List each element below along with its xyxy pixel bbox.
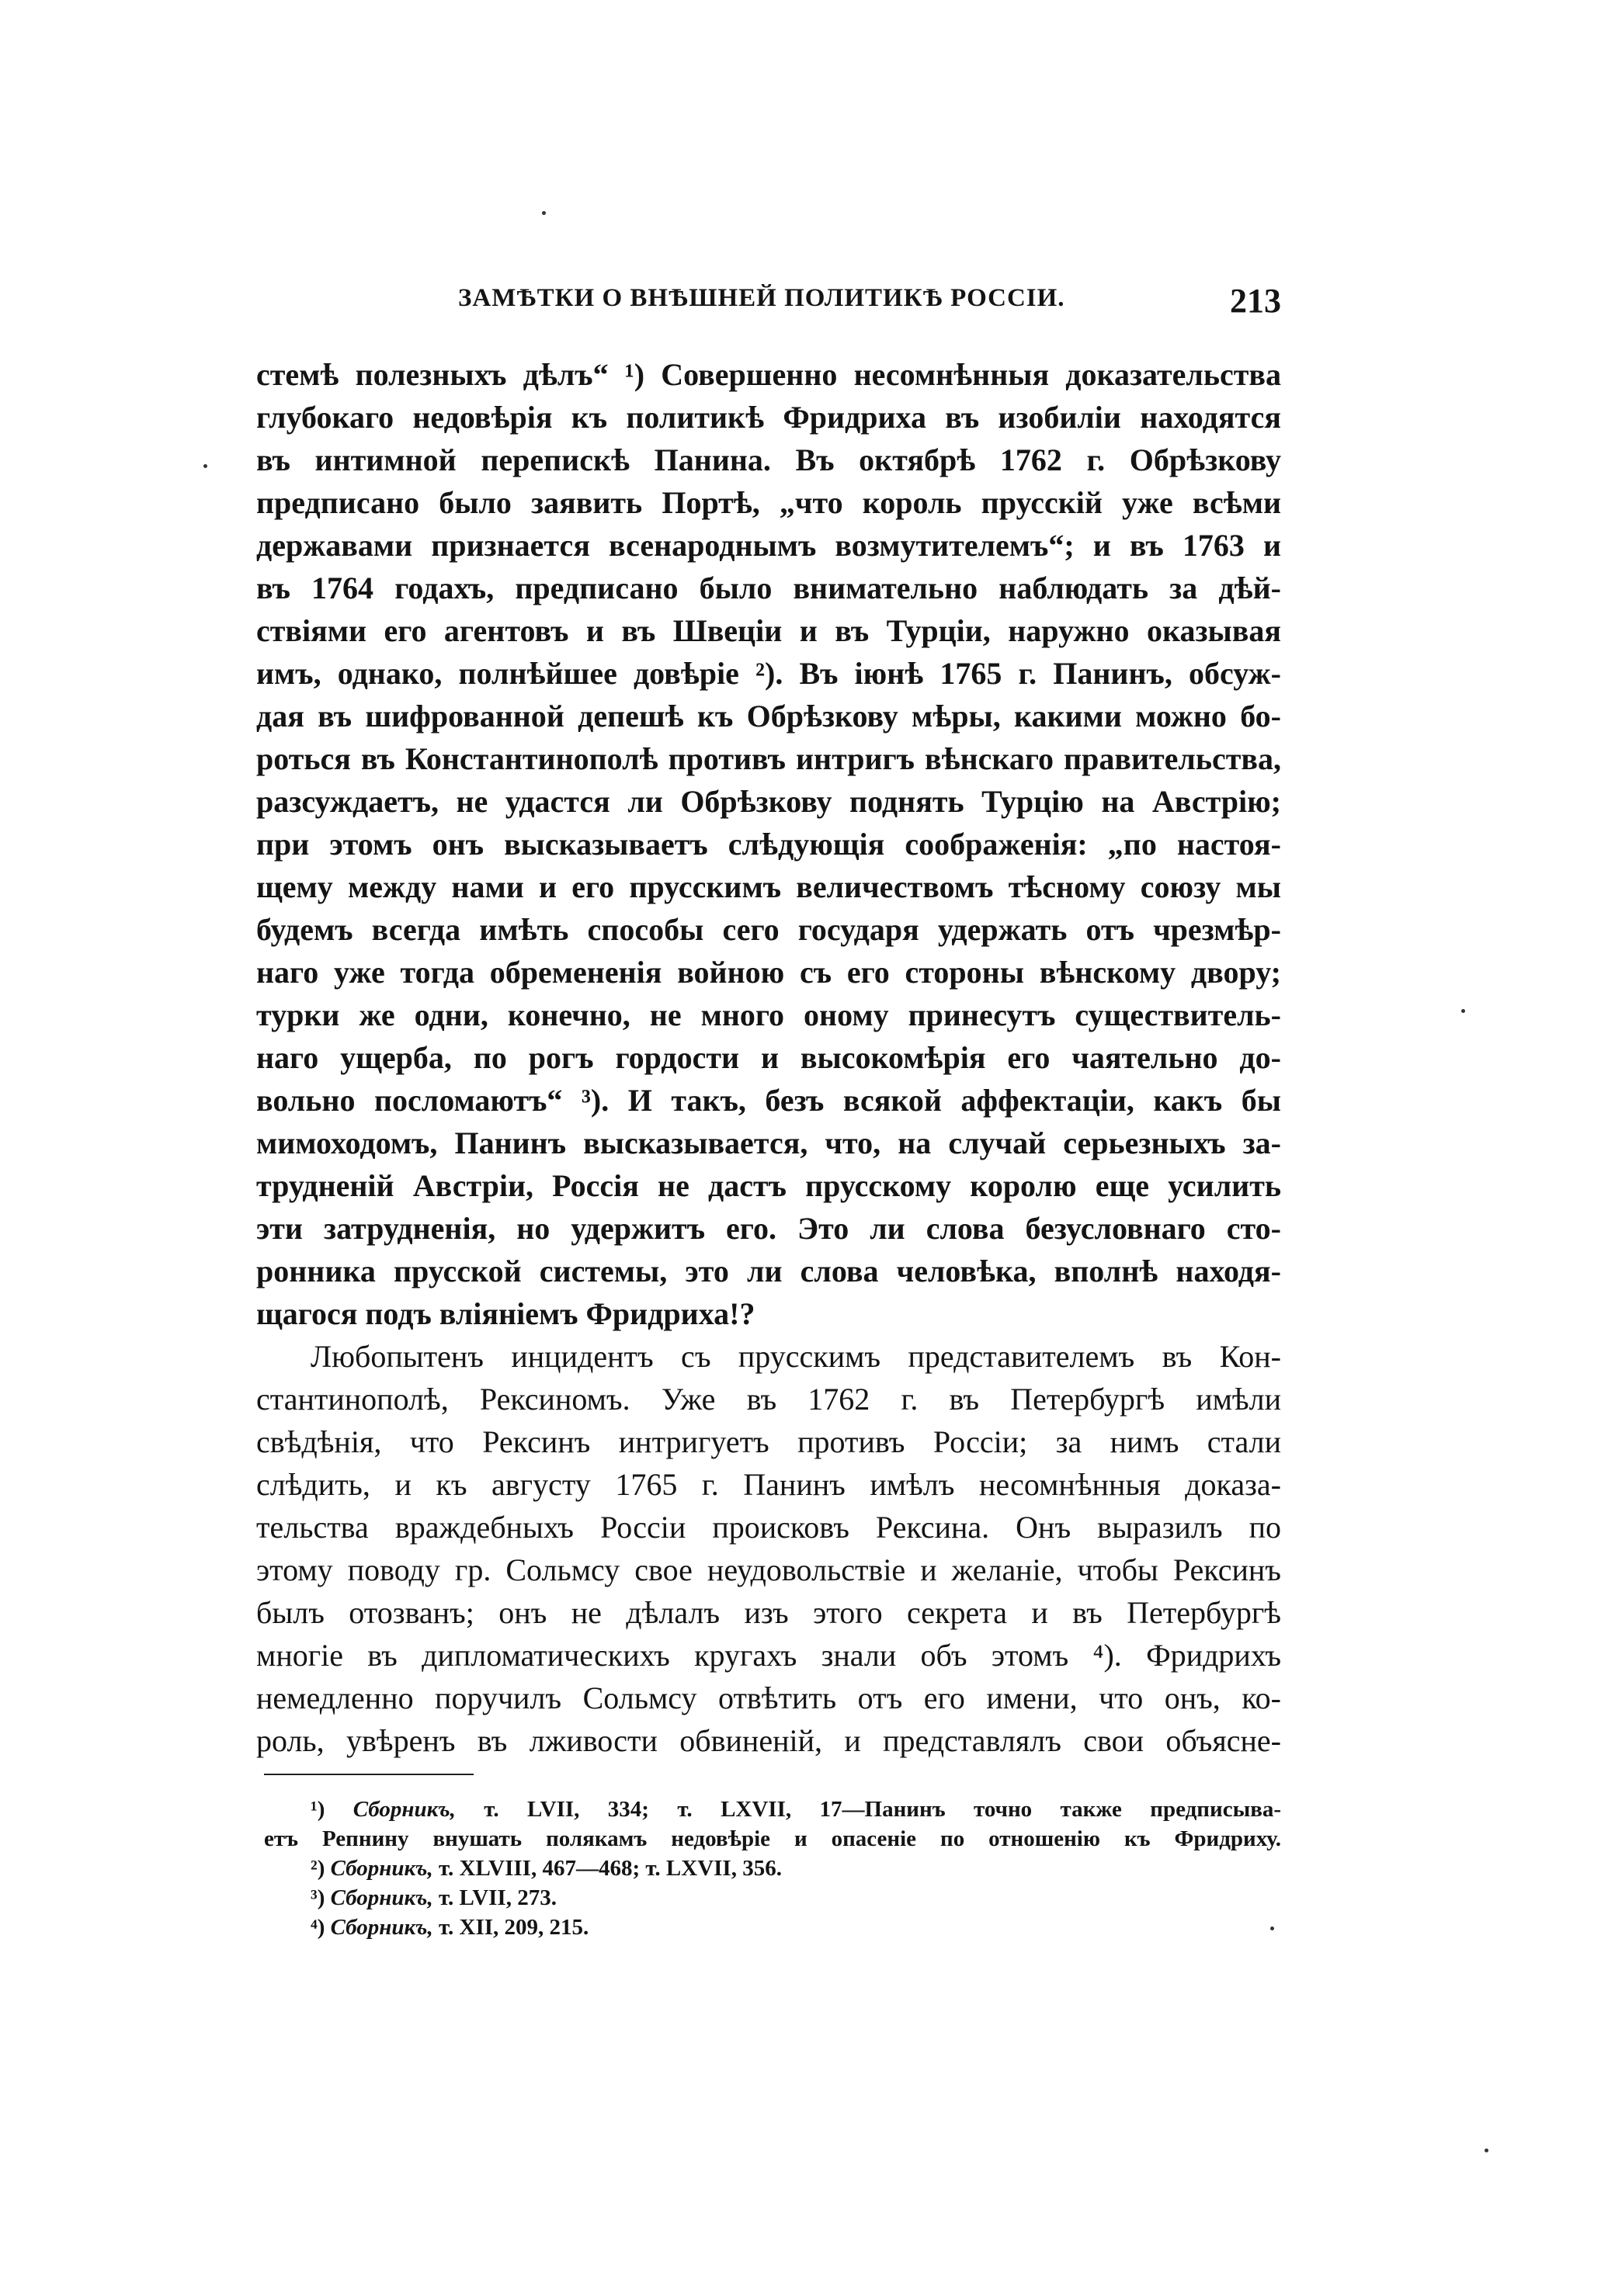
text-line: державами признается всенароднымъ возмутителемъ“; и въ 1763 и <box>256 528 1281 563</box>
text-line: мимоходомъ, Панинъ высказывается, что, на случай серьезныхъ за- <box>256 1125 1281 1160</box>
footnote-source: Сборникъ, <box>353 1797 456 1822</box>
footnote-2 <box>311 1854 1281 1883</box>
footnote-4 <box>311 1913 1281 1942</box>
footnote-marker: ³) <box>311 1885 325 1910</box>
text-line: эти затрудненія, но удержитъ его. Это ли слова безусловнаго сто- <box>256 1211 1281 1246</box>
print-speck <box>203 464 207 468</box>
text-line: предписано было заявить Портѣ, „что король прусскій уже всѣми <box>256 485 1281 520</box>
footnote-1 <box>311 1795 1281 1824</box>
text-line: этому поводу гр. Сольмсу свое неудовольствіе и желаніе, чтобы Рексинъ <box>256 1552 1281 1587</box>
running-title: ЗАМѢТКИ О ВНѢШНЕЙ ПОЛИТИКѢ РОССІИ. <box>458 284 1065 312</box>
footnote-text: етъ Репнину внушать полякамъ недовѣріе и опасеніе по отношенію къ Фридриху. <box>264 1826 1281 1851</box>
text-line: свѣдѣнія, что Рексинъ интригуетъ противъ Россіи; за нимъ стали <box>256 1424 1281 1459</box>
footnote-text: т. XLVIII, 467—468; т. LXVII, 356. <box>438 1856 782 1881</box>
body-text <box>256 353 1281 1762</box>
text-line: слѣдить, и къ августу 1765 г. Панинъ имѣлъ несомнѣнныя доказа- <box>256 1467 1281 1502</box>
footnote-source: Сборникъ, <box>330 1885 433 1910</box>
text-line: Любопытенъ инцидентъ съ прусскимъ представителемъ въ Кон- <box>311 1339 1281 1374</box>
text-line: въ интимной перепискѣ Панина. Въ октябрѣ 1762 г. Обрѣзкову <box>256 442 1281 477</box>
text-line: ствіями его агентовъ и въ Швеціи и въ Турціи, наружно оказывая <box>256 613 1281 648</box>
page-number: 213 <box>1230 282 1281 320</box>
text-line: былъ отозванъ; онъ не дѣлалъ изъ этого секрета и въ Петербургѣ <box>256 1595 1281 1630</box>
print-speck <box>1270 1927 1274 1930</box>
text-line: турки же одни, конечно, не много оному принесутъ существитель- <box>256 997 1281 1032</box>
footnote-text: т. LVII, 334; т. LXVII, 17—Панинъ точно также предписыва- <box>484 1797 1282 1822</box>
print-speck <box>1461 1009 1465 1013</box>
print-speck <box>1485 2149 1488 2152</box>
footnote-source: Сборникъ, <box>330 1856 433 1881</box>
text-line: роться въ Константинополѣ противъ интригъ вѣнскаго правительства, <box>256 741 1281 776</box>
text-line: будемъ всегда имѣть способы сего государя удержать отъ чрезмѣр- <box>256 912 1281 947</box>
print-speck <box>542 211 546 215</box>
footnote-marker: ²) <box>311 1856 325 1881</box>
footnote-text: т. XII, 209, 215. <box>438 1915 589 1940</box>
footnote-divider <box>264 1774 474 1775</box>
text-line: дая въ шифрованной депешѣ къ Обрѣзкову мѣры, какими можно бо- <box>256 699 1281 734</box>
text-line: наго ущерба, по рогъ гордости и высокомѣрія его чаятельно до- <box>256 1040 1281 1075</box>
text-line: тельства враждебныхъ Россіи происковъ Рексина. Онъ выразилъ по <box>256 1510 1281 1545</box>
footnote-text: т. LVII, 273. <box>438 1885 557 1910</box>
text-line: наго уже тогда обремененія войною съ его стороны вѣнскому двору; <box>256 955 1281 990</box>
footnotes <box>264 1795 1282 1942</box>
footnote-marker: ¹) <box>311 1797 325 1822</box>
text-line: немедленно поручилъ Сольмсу отвѣтить отъ его имени, что онъ, ко- <box>256 1680 1281 1715</box>
text-line: разсуждаетъ, не удастся ли Обрѣзкову поднять Турцію на Австрію; <box>256 784 1281 819</box>
text-line: въ 1764 годахъ, предписано было внимательно наблюдать за дѣй- <box>256 571 1281 605</box>
footnote-source: Сборникъ, <box>330 1915 433 1940</box>
text-line: щему между нами и его прусскимъ величествомъ тѣсному союзу мы <box>256 869 1281 904</box>
text-line: вольно посломаютъ“ ³). И такъ, безъ всякой аффектаціи, какъ бы <box>256 1083 1281 1118</box>
footnote-3 <box>311 1883 1281 1913</box>
text-line: щагося подъ вліяніемъ Фридриха!? <box>256 1296 755 1331</box>
text-line: роль, увѣренъ въ лживости обвиненій, и представлялъ свои объясне- <box>256 1723 1281 1758</box>
text-line: глубокаго недовѣрія къ политикѣ Фридриха въ изобиліи находятся <box>256 400 1281 435</box>
text-line: имъ, однако, полнѣйшее довѣріе ²). Въ іюнѣ 1765 г. Панинъ, обсуж- <box>256 656 1281 691</box>
text-line: трудненій Австріи, Россія не дастъ прусскому королю еще усилить <box>256 1168 1281 1203</box>
footnote-marker: ⁴) <box>311 1915 325 1940</box>
text-line: многіе въ дипломатическихъ кругахъ знали объ этомъ ⁴). Фридрихъ <box>256 1638 1281 1673</box>
text-line: при этомъ онъ высказываетъ слѣдующія соображенія: „по настоя- <box>256 827 1281 862</box>
running-header <box>256 281 1281 328</box>
text-line: стемѣ полезныхъ дѣлъ“ ¹) Совершенно несомнѣнныя доказательства <box>256 357 1281 392</box>
footnote-1-continuation <box>264 1824 1281 1854</box>
text-line: стантинополѣ, Рексиномъ. Уже въ 1762 г. въ Петербургѣ имѣли <box>256 1382 1281 1417</box>
text-line: ронника прусской системы, это ли слова человѣка, вполнѣ находя- <box>256 1254 1281 1288</box>
